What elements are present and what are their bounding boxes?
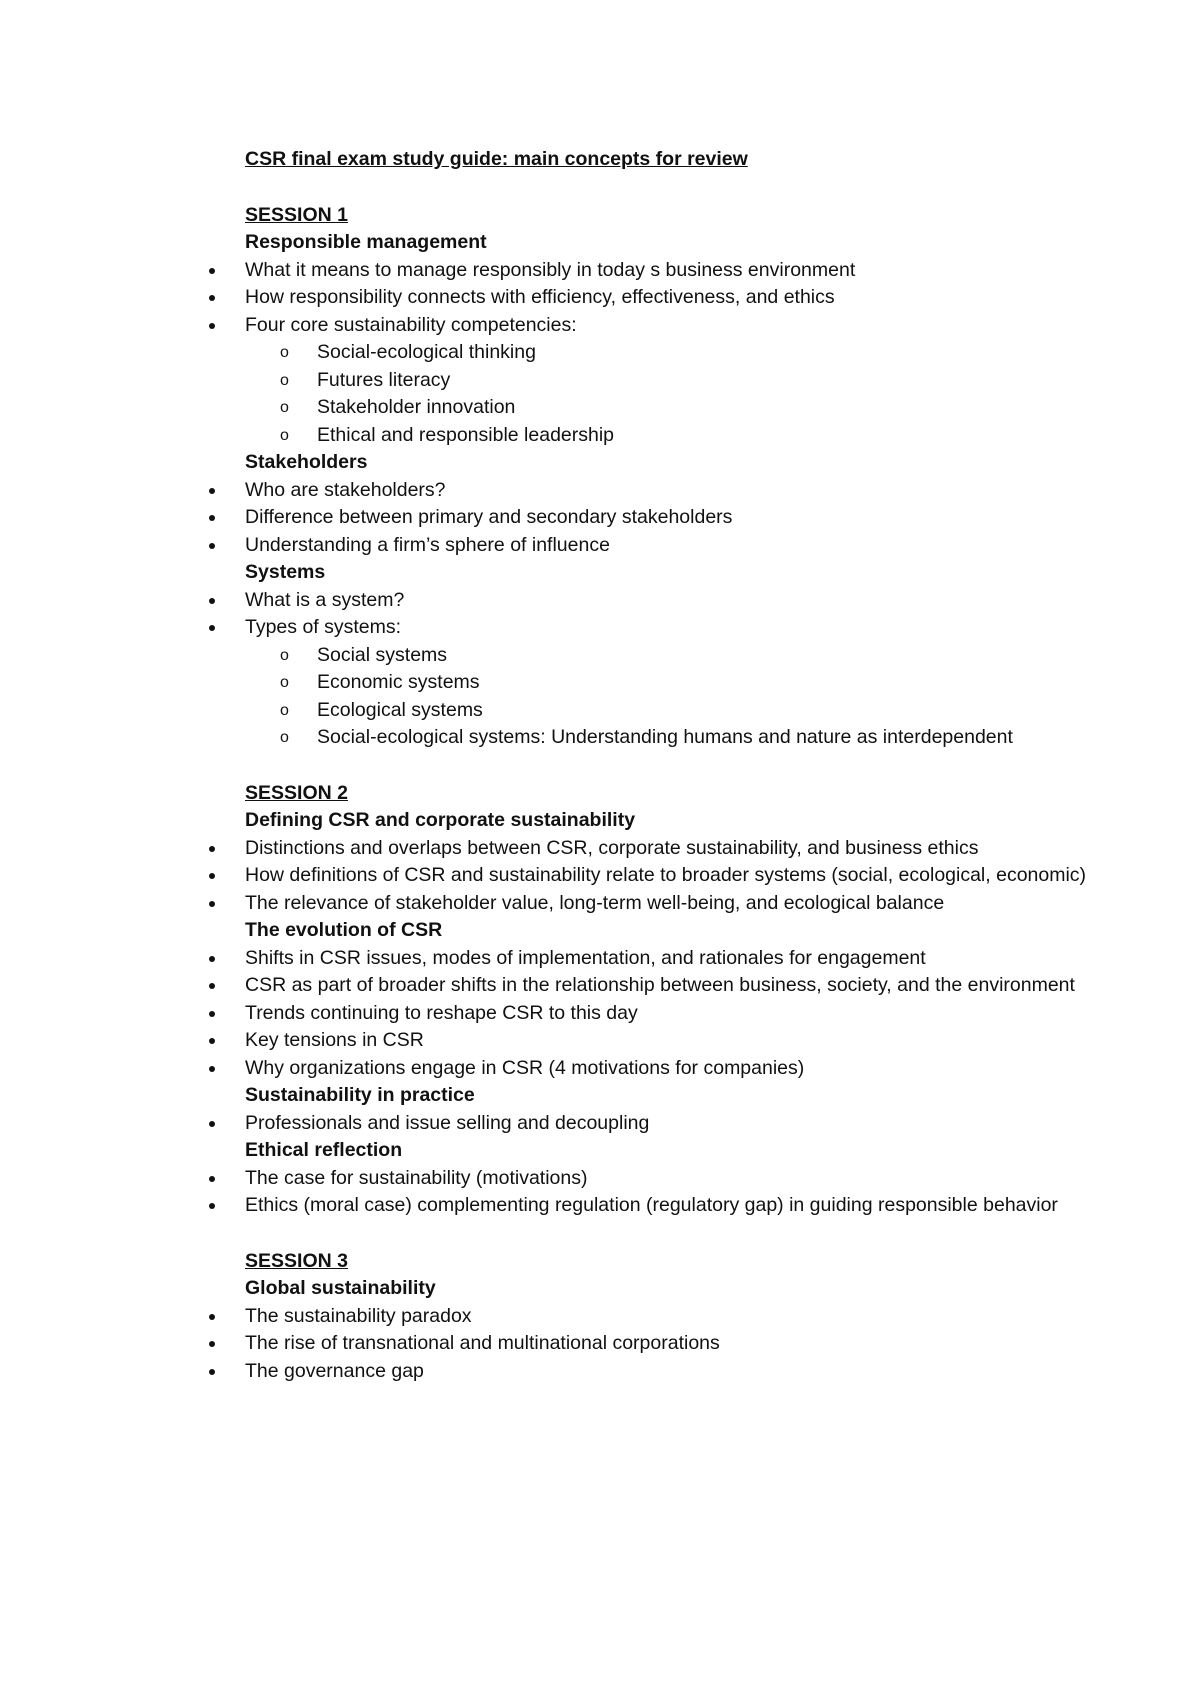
session-block	[245, 202, 1125, 752]
bullet-item	[245, 1330, 1125, 1358]
bullet-list	[245, 477, 1125, 560]
section-heading: Defining CSR and corporate sustainability	[245, 809, 636, 831]
bullet-text: Professionals and issue selling and decoupling	[245, 1111, 650, 1134]
bullet-list	[245, 1165, 1125, 1220]
bullet-item	[245, 1110, 1125, 1138]
section-heading: Sustainability in practice	[245, 1084, 475, 1106]
bullet-item	[245, 1055, 1125, 1083]
bullet-text: Types of systems:	[245, 616, 402, 638]
bullet-text: How definitions of CSR and sustainability relate to broader systems (social, ecological, economic)	[245, 864, 1087, 886]
sub-bullet-item: o Social-ecological systems: Understanding humans and nature as interdependent	[317, 724, 1125, 752]
bullet-text: Ethics (moral case) complementing regulation (regulatory gap) in guiding responsible behavior	[245, 1194, 1058, 1216]
section-heading: Stakeholders	[245, 451, 368, 473]
bullet-item	[245, 477, 1125, 505]
bullet-item	[245, 1358, 1125, 1386]
sub-bullet-list	[245, 642, 1125, 752]
bullet-item	[245, 1027, 1125, 1055]
bullet-text: The rise of transnational and multinational corporations	[245, 1332, 720, 1354]
bullet-item	[245, 532, 1125, 560]
bullet-text: The governance gap	[245, 1359, 424, 1382]
section-heading: Systems	[245, 561, 326, 583]
bullet-list	[245, 1303, 1125, 1386]
bullet-text: The sustainability paradox	[245, 1304, 472, 1327]
sub-bullet-item: o Social systems	[317, 642, 1125, 670]
section-heading: The evolution of CSR	[245, 919, 443, 941]
session-block	[245, 780, 1125, 1220]
sub-bullet-item: o Ethical and responsible leadership	[317, 422, 1125, 450]
bullet-item	[245, 945, 1125, 973]
bullet-text: CSR as part of broader shifts in the relationship between business, society, and the environment	[245, 974, 1075, 996]
bullet-item	[245, 890, 1125, 918]
bullet-item	[245, 1303, 1125, 1331]
sub-bullet-item: o Stakeholder innovation	[317, 394, 1125, 422]
bullet-list	[245, 835, 1125, 918]
bullet-list	[245, 945, 1125, 1083]
bullet-item	[245, 312, 1125, 450]
bullet-item	[245, 504, 1125, 532]
bullet-item	[245, 257, 1125, 285]
bullet-text: Four core sustainability competencies:	[245, 313, 577, 336]
bullet-list	[245, 257, 1125, 450]
bullet-text: The relevance of stakeholder value, long-term well-being, and ecological balance	[245, 891, 945, 914]
section-heading: Global sustainability	[245, 1277, 436, 1299]
document-title: CSR final exam study guide: main concepts for review	[245, 148, 748, 170]
sub-bullet-item: o Social-ecological thinking	[317, 339, 1125, 367]
bullet-item	[245, 862, 1125, 890]
bullet-text: Who are stakeholders?	[245, 478, 446, 501]
bullet-item	[245, 587, 1125, 615]
bullet-item	[245, 1000, 1125, 1028]
session-label: SESSION 1	[245, 203, 348, 226]
section-heading: Responsible management	[245, 231, 487, 253]
bullet-text: How responsibility connects with efficiency, effectiveness, and ethics	[245, 286, 835, 308]
bullet-text: Distinctions and overlaps between CSR, corporate sustainability, and business ethics	[245, 836, 979, 859]
sub-bullet-list	[245, 339, 1125, 449]
sub-bullet-item: o Economic systems	[317, 669, 1125, 697]
bullet-item	[245, 1165, 1125, 1193]
bullet-text: Key tensions in CSR	[245, 1029, 424, 1051]
bullet-text: Understanding a firm’s sphere of influence	[245, 533, 610, 556]
bullet-text: Trends continuing to reshape CSR to this day	[245, 1001, 638, 1024]
bullet-item	[245, 1192, 1125, 1220]
session-label: SESSION 3	[245, 1249, 348, 1272]
study-guide-content	[245, 146, 1125, 1385]
bullet-text: Difference between primary and secondary stakeholders	[245, 506, 733, 528]
bullet-list	[245, 587, 1125, 752]
bullet-text: Shifts in CSR issues, modes of implementation, and rationales for engagement	[245, 946, 926, 969]
session-label: SESSION 2	[245, 781, 348, 804]
session-block	[245, 1248, 1125, 1386]
bullet-text: What it means to manage responsibly in today s business environment	[245, 258, 856, 281]
sessions-container	[245, 202, 1125, 1386]
section-heading: Ethical reflection	[245, 1139, 403, 1161]
bullet-item	[245, 835, 1125, 863]
sub-bullet-item: o Futures literacy	[317, 367, 1125, 395]
bullet-text: What is a system?	[245, 588, 405, 611]
bullet-text: The case for sustainability (motivations)	[245, 1166, 588, 1189]
bullet-item	[245, 972, 1125, 1000]
bullet-item	[245, 614, 1125, 752]
bullet-list	[245, 1110, 1125, 1138]
bullet-item	[245, 284, 1125, 312]
bullet-text: Why organizations engage in CSR (4 motivations for companies)	[245, 1056, 805, 1079]
sub-bullet-item: o Ecological systems	[317, 697, 1125, 725]
